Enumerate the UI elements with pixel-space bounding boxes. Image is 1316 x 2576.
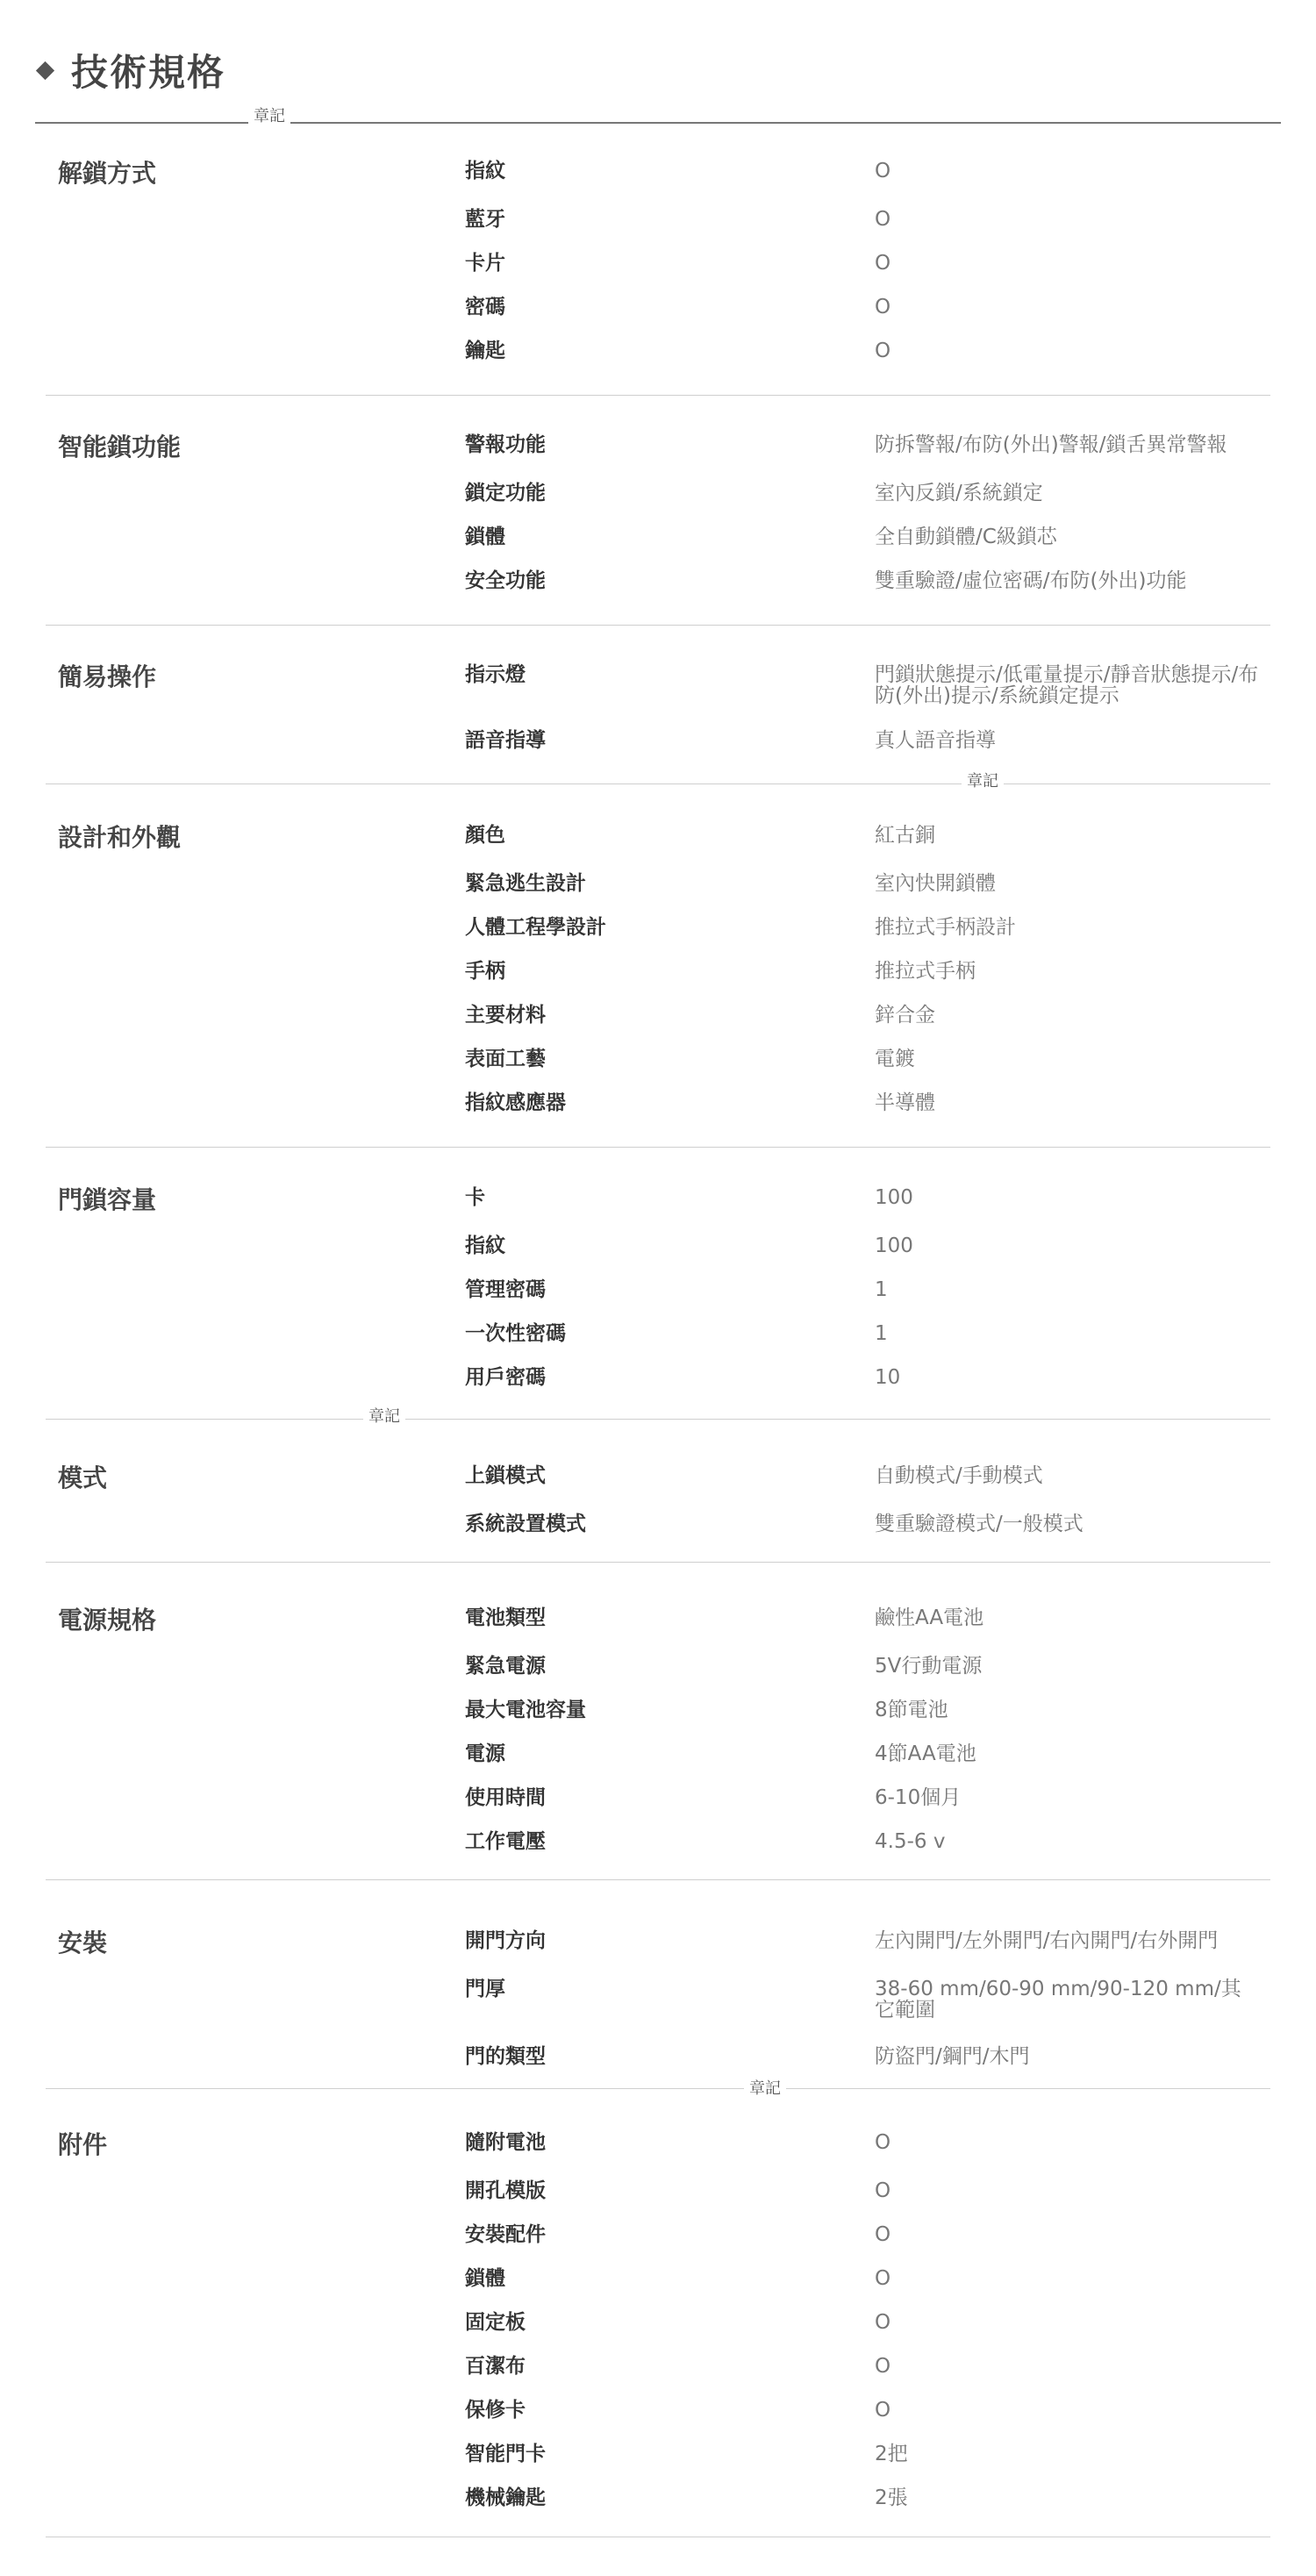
section-divider xyxy=(46,1879,1270,1880)
spec-value: O xyxy=(875,2399,891,2422)
diamond-bullet-icon xyxy=(36,61,54,79)
spec-label: 電池類型 xyxy=(465,1606,546,1629)
spec-label: 人體工程學設計 xyxy=(465,916,606,939)
spec-value: 室內快開鎖體 xyxy=(875,872,996,895)
spec-label: 門的類型 xyxy=(465,2045,546,2068)
stamp-mark: 章記 xyxy=(363,1407,405,1427)
spec-label: 緊急電源 xyxy=(465,1655,546,1678)
section-divider xyxy=(46,2088,1270,2089)
spec-label: 管理密碼 xyxy=(465,1278,546,1301)
spec-value: O xyxy=(875,2131,891,2154)
spec-label: 卡片 xyxy=(465,252,505,275)
spec-value: 紅古銅 xyxy=(875,824,935,847)
spec-value: 1 xyxy=(875,1278,888,1301)
page-title-text: 技術規格 xyxy=(71,51,226,94)
spec-label: 手柄 xyxy=(465,960,505,983)
spec-value: 1 xyxy=(875,1322,888,1345)
spec-value: 全自動鎖體/C級鎖芯 xyxy=(875,526,1057,548)
spec-value: O xyxy=(875,160,891,182)
spec-label: 指紋 xyxy=(465,1234,505,1257)
spec-value: 門鎖狀態提示/低電量提示/靜音狀態提示/布防(外出)提示/系統鎖定提示 xyxy=(875,663,1259,707)
spec-label: 密碼 xyxy=(465,296,505,318)
spec-value: O xyxy=(875,2267,891,2290)
spec-value: 10 xyxy=(875,1366,901,1389)
spec-label: 顏色 xyxy=(465,824,505,847)
spec-value: 雙重驗證/虛位密碼/布防(外出)功能 xyxy=(875,569,1187,592)
spec-label: 緊急逃生設計 xyxy=(465,872,586,895)
spec-label: 最大電池容量 xyxy=(465,1699,586,1721)
spec-label: 用戶密碼 xyxy=(465,1366,546,1389)
spec-value: O xyxy=(875,296,891,318)
spec-value: 室內反鎖/系統鎖定 xyxy=(875,482,1043,504)
spec-label: 主要材料 xyxy=(465,1004,546,1027)
spec-value: 8節電池 xyxy=(875,1699,948,1721)
spec-value: 電鍍 xyxy=(875,1048,915,1070)
section-divider xyxy=(46,1562,1270,1563)
spec-label: 機械鑰匙 xyxy=(465,2487,546,2509)
spec-value: 6-10個月 xyxy=(875,1786,962,1809)
spec-value: 2把 xyxy=(875,2443,908,2465)
spec-value: O xyxy=(875,340,891,362)
spec-value: 真人語音指導 xyxy=(875,729,996,752)
spec-label: 門厚 xyxy=(465,1978,505,2000)
spec-label: 系統設置模式 xyxy=(465,1513,586,1535)
spec-label: 工作電壓 xyxy=(465,1830,546,1853)
section-category: 門鎖容量 xyxy=(58,1185,157,1214)
spec-value: 鹼性AA電池 xyxy=(875,1606,984,1629)
page-title xyxy=(35,44,225,97)
spec-value: 左內開門/左外開門/右內開門/右外開門 xyxy=(875,1929,1219,1952)
spec-label: 電源 xyxy=(465,1742,505,1765)
spec-value: 推拉式手柄 xyxy=(875,960,976,983)
spec-value: O xyxy=(875,2311,891,2334)
section-divider xyxy=(46,1419,1270,1420)
spec-value: 推拉式手柄設計 xyxy=(875,916,1016,939)
spec-label: 藍牙 xyxy=(465,208,505,231)
section-category: 模式 xyxy=(58,1463,108,1492)
spec-value: O xyxy=(875,252,891,275)
spec-value: O xyxy=(875,208,891,231)
section-category: 簡易操作 xyxy=(58,662,157,691)
spec-label: 鎖體 xyxy=(465,526,505,548)
spec-value: O xyxy=(875,2355,891,2378)
spec-label: 表面工藝 xyxy=(465,1048,546,1070)
spec-value: O xyxy=(875,2179,891,2202)
spec-label: 安全功能 xyxy=(465,569,546,592)
spec-label: 一次性密碼 xyxy=(465,1322,566,1345)
section-divider xyxy=(46,1147,1270,1148)
spec-value: 5V行動電源 xyxy=(875,1655,983,1678)
spec-label: 固定板 xyxy=(465,2311,526,2334)
spec-label: 鎖體 xyxy=(465,2267,505,2290)
spec-label: 隨附電池 xyxy=(465,2131,546,2154)
stamp-mark: 章記 xyxy=(744,2079,786,2099)
spec-label: 鑰匙 xyxy=(465,340,505,362)
spec-label: 開孔模版 xyxy=(465,2179,546,2202)
section-category: 附件 xyxy=(58,2130,108,2159)
section-divider xyxy=(46,395,1270,396)
spec-label: 指示燈 xyxy=(465,663,526,686)
spec-value: 4.5-6 v xyxy=(875,1830,946,1853)
section-category: 設計和外觀 xyxy=(58,823,182,852)
spec-value: 防拆警報/布防(外出)警報/鎖舌異常警報 xyxy=(875,433,1227,456)
spec-label: 卡 xyxy=(465,1186,485,1209)
title-divider xyxy=(35,122,1281,124)
stamp-mark: 章記 xyxy=(248,107,290,126)
spec-value: O xyxy=(875,2223,891,2246)
spec-value: 防盜門/鋼門/木門 xyxy=(875,2045,1030,2068)
spec-value: 2張 xyxy=(875,2487,908,2509)
spec-label: 指紋感應器 xyxy=(465,1091,566,1114)
spec-label: 語音指導 xyxy=(465,729,546,752)
spec-label: 開門方向 xyxy=(465,1929,546,1952)
spec-label: 使用時間 xyxy=(465,1786,546,1809)
section-category: 解鎖方式 xyxy=(58,159,157,188)
spec-label: 智能門卡 xyxy=(465,2443,546,2465)
stamp-mark: 章記 xyxy=(962,772,1004,791)
spec-value: 100 xyxy=(875,1234,913,1257)
spec-value: 38-60 mm/60-90 mm/90-120 mm/其它範圍 xyxy=(875,1978,1241,2021)
spec-label: 安裝配件 xyxy=(465,2223,546,2246)
spec-value: 自動模式/手動模式 xyxy=(875,1464,1043,1487)
section-category: 安裝 xyxy=(58,1928,108,1957)
spec-value: 雙重驗證模式/一般模式 xyxy=(875,1513,1084,1535)
spec-label: 百潔布 xyxy=(465,2355,526,2378)
section-category: 電源規格 xyxy=(58,1606,157,1635)
spec-value: 鋅合金 xyxy=(875,1004,935,1027)
section-divider xyxy=(46,625,1270,626)
spec-value: 半導體 xyxy=(875,1091,935,1114)
spec-value: 4節AA電池 xyxy=(875,1742,976,1765)
spec-label: 指紋 xyxy=(465,160,505,182)
spec-label: 鎖定功能 xyxy=(465,482,546,504)
spec-label: 保修卡 xyxy=(465,2399,526,2422)
spec-label: 警報功能 xyxy=(465,433,546,456)
section-category: 智能鎖功能 xyxy=(58,433,182,462)
spec-value: 100 xyxy=(875,1186,913,1209)
spec-label: 上鎖模式 xyxy=(465,1464,546,1487)
